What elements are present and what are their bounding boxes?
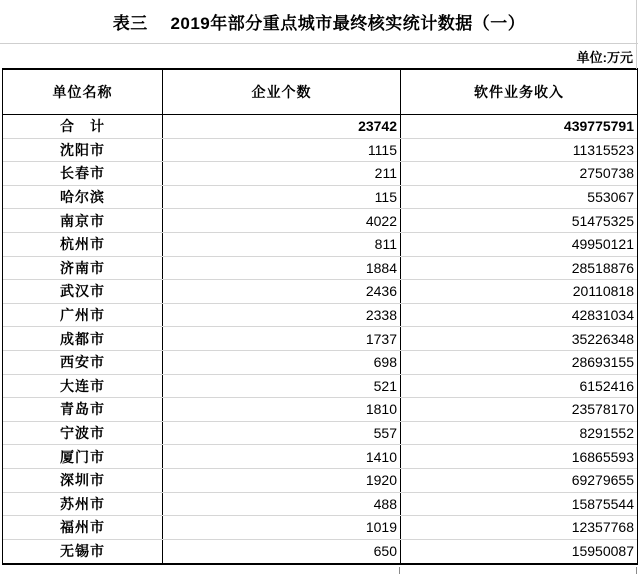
cell-enterprise-count: 1884 (163, 257, 401, 280)
cell-enterprise-count: 521 (163, 375, 401, 398)
cell-city-name: 济南市 (3, 257, 163, 280)
column-header-software-revenue: 软件业务收入 (474, 84, 564, 100)
cell-software-revenue: 49950121 (571, 236, 634, 253)
cell-software-revenue: 35226348 (571, 330, 634, 347)
cell-software-revenue: 12357768 (571, 519, 634, 536)
table-row (3, 139, 637, 163)
gridline-artifact-bottom-middle (399, 567, 400, 574)
cell-city-name: 沈阳市 (3, 139, 163, 162)
cell-software-revenue: 69279655 (571, 472, 634, 489)
cell-enterprise-count: 1019 (163, 516, 401, 539)
cell-enterprise-count: 23742 (163, 115, 401, 138)
cell-enterprise-count: 811 (163, 233, 401, 256)
cell-enterprise-count: 698 (163, 351, 401, 374)
cell-city-name: 长春市 (3, 162, 163, 185)
gridline-artifact-top-right (636, 0, 637, 69)
table-row (3, 445, 637, 469)
cell-enterprise-count: 650 (163, 540, 401, 564)
table-row (3, 257, 637, 281)
cell-software-revenue: 15950087 (571, 543, 634, 560)
table-row (3, 422, 637, 446)
cell-enterprise-count: 2436 (163, 280, 401, 303)
statistics-table (2, 68, 638, 565)
cell-enterprise-count: 1920 (163, 469, 401, 492)
cell-software-revenue: 51475325 (571, 212, 634, 229)
cell-city-name: 无锡市 (3, 540, 163, 564)
table-row (3, 540, 637, 564)
table-row (3, 280, 637, 304)
page-title: 表三 2019年部分重点城市最终核实统计数据（一） (112, 14, 526, 33)
cell-city-name: 大连市 (3, 375, 163, 398)
table-row (3, 398, 637, 422)
unit-note-row (0, 44, 638, 68)
table-header-row (3, 70, 637, 115)
cell-city-name: 成都市 (3, 327, 163, 350)
cell-enterprise-count: 2338 (163, 304, 401, 327)
table-row (3, 375, 637, 399)
cell-city-name: 武汉市 (3, 280, 163, 303)
cell-enterprise-count: 1115 (163, 139, 401, 162)
cell-city-name: 南京市 (3, 209, 163, 232)
cell-enterprise-count: 1737 (163, 327, 401, 350)
table-row (3, 209, 637, 233)
cell-software-revenue: 23578170 (571, 401, 634, 418)
cell-city-name: 哈尔滨 (3, 186, 163, 209)
table-row (3, 304, 637, 328)
cell-software-revenue: 42831034 (571, 307, 634, 324)
cell-city-name: 合 计 (3, 115, 163, 138)
column-header-unit-name: 单位名称 (3, 70, 163, 114)
cell-city-name: 厦门市 (3, 445, 163, 468)
gridline-artifact-bottom-right (636, 567, 637, 574)
table-row (3, 327, 637, 351)
table-body (3, 115, 637, 563)
cell-software-revenue: 553067 (587, 189, 634, 206)
cell-enterprise-count: 488 (163, 493, 401, 516)
unit-note: 单位:万元 (576, 49, 633, 65)
cell-city-name: 杭州市 (3, 233, 163, 256)
cell-city-name: 苏州市 (3, 493, 163, 516)
cell-software-revenue: 2750738 (579, 165, 634, 182)
cell-enterprise-count: 115 (163, 186, 401, 209)
cell-software-revenue: 15875544 (571, 495, 634, 512)
cell-software-revenue: 439775791 (563, 118, 634, 135)
table-row (3, 469, 637, 493)
column-header-enterprise-count: 企业个数 (163, 70, 401, 114)
cell-software-revenue: 28693155 (571, 354, 634, 371)
table-row (3, 493, 637, 517)
cell-city-name: 宁波市 (3, 422, 163, 445)
cell-software-revenue: 8291552 (579, 425, 634, 442)
cell-city-name: 广州市 (3, 304, 163, 327)
table-row (3, 115, 637, 139)
cell-city-name: 深圳市 (3, 469, 163, 492)
table-row (3, 516, 637, 540)
cell-enterprise-count: 557 (163, 422, 401, 445)
cell-enterprise-count: 211 (163, 162, 401, 185)
title-area (0, 0, 638, 44)
cell-software-revenue: 16865593 (571, 448, 634, 465)
cell-software-revenue: 11315523 (572, 141, 634, 158)
cell-enterprise-count: 1810 (163, 398, 401, 421)
cell-software-revenue: 6152416 (579, 377, 634, 394)
cell-city-name: 福州市 (3, 516, 163, 539)
cell-software-revenue: 28518876 (571, 259, 634, 276)
table-row (3, 351, 637, 375)
cell-enterprise-count: 4022 (163, 209, 401, 232)
cell-enterprise-count: 1410 (163, 445, 401, 468)
table-row (3, 186, 637, 210)
cell-city-name: 西安市 (3, 351, 163, 374)
cell-city-name: 青岛市 (3, 398, 163, 421)
table-row (3, 233, 637, 257)
cell-software-revenue: 20110818 (572, 283, 634, 300)
table-row (3, 162, 637, 186)
